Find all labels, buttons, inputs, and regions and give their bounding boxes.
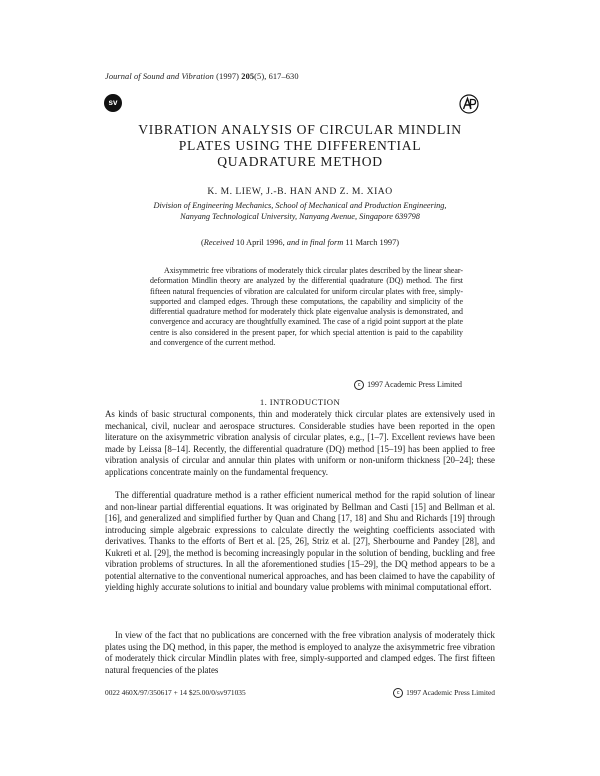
journal-citation xyxy=(105,72,299,81)
footer-copyright-text: 1997 Academic Press Limited xyxy=(406,688,495,697)
abstract: Axisymmetric free vibrations of moderately thick circular plates described by the linear shear-deformation Mindlin theory are analyzed by the differential quadrature (DQ) method. The first fifteen natural frequencies of vibration are calculated for uniform circular plates with free, simply-supported and clamped edges. Through these computations, the capability and simplicity of the differential quadrature method for moderately thick plate eigenvalue analysis is demonstrated, and convergence and accuracy are thoughtfully examined. The case of a rigid point support at the plate centre is also considered in the present paper, for which special attention is paid to the capability and convergence of the current method. xyxy=(150,266,463,348)
footer-article-code: 0022 460X/97/350617 + 14 $25.00/0/sv971035 xyxy=(105,688,246,697)
abstract-copyright xyxy=(350,380,462,390)
section-heading: 1. INTRODUCTION xyxy=(259,397,341,407)
title-line: PLATES USING THE DIFFERENTIAL xyxy=(178,138,422,153)
title-line: QUADRATURE METHOD xyxy=(217,154,383,169)
revised-date: 11 March 1997) xyxy=(343,238,400,247)
affiliation-line: Nanyang Technological University, Nanyang Avenue, Singapore 639798 xyxy=(180,212,420,221)
revised-label: and in final form xyxy=(286,238,344,247)
body-paragraph: As kinds of basic structural components, thin and moderately thick circular plates are extensively used in mechanical, civil, nuclear and aerospace structures. Considerable studies have been reported in the open literature on the axisymmetric vibration analysis of circular plates, e.g., [1–7]. Excellent reviews have been made by Leissa [8–14]. Recently, the differential quadrature (DQ) method [15–19] has been applied to free vibration analysis of circular and annular thin plates with uniform or non-uniform thickness [20–24]; these applications concentrate mainly on the fundamental frequency. xyxy=(105,409,495,477)
paper-title xyxy=(100,122,500,170)
sv-logo-icon: sv xyxy=(104,94,122,112)
received-open: ( xyxy=(200,238,204,247)
copyright-icon: c xyxy=(393,688,403,698)
copyright-icon: c xyxy=(354,380,364,390)
affiliation xyxy=(110,200,490,222)
body-paragraph: In view of the fact that no publications are concerned with the free vibration analysis of moderately thick plates using the DQ method, in this paper, the method is employed to analyze the axisymmetric free vibration of moderately thick circular Mindlin plates with free, simply-supported and clamped edges. The first fifteen natural frequencies of the plates xyxy=(105,630,495,675)
journal-name: Journal of Sound and Vibration xyxy=(105,72,214,81)
author-list: K. M. LIEW, J.-B. HAN AND Z. M. XIAO xyxy=(207,186,393,197)
copyright-text: 1997 Academic Press Limited xyxy=(367,380,462,389)
body-paragraph: The differential quadrature method is a rather efficient numerical method for the rapid solution of linear and non-linear partial differential equations. It was originated by Bellman and Casti [15] and Bellman et al. [16], and generalized and simplified further by Quan and Chang [17, 18] and Shu and Richards [19] through introducing simple algebraic expressions to calculate directly the weighting coefficients associated with derivatives. Thanks to the efforts of Bert et al. [25, 26], Striz et al. [27], Sherbourne and Pandey [28], and Kukreti et al. [29], the method is becoming increasingly popular in the solution of bending, buckling and free vibration problems of structures. In all the aforementioned studies [15–29], the DQ method appears to be a potential alternative to the conventional numerical approaches, and has been claimed to have the capability of yielding highly accurate solutions to initial and boundary value problems with minimal computational effort. xyxy=(105,490,495,593)
academic-press-logo-icon xyxy=(459,94,479,114)
received-date: 10 April 1996, xyxy=(233,238,287,247)
journal-issue-pages: (5), 617–630 xyxy=(254,72,299,81)
affiliation-line: Division of Engineering Mechanics, School of Mechanical and Production Engineering, xyxy=(153,201,447,210)
journal-year: (1997) xyxy=(216,72,240,81)
received-dates xyxy=(100,238,500,247)
received-label: Received xyxy=(203,238,234,247)
title-line: VIBRATION ANALYSIS OF CIRCULAR MINDLIN xyxy=(138,122,462,137)
footer-copyright xyxy=(380,688,495,698)
journal-volume: 205 xyxy=(241,72,255,81)
